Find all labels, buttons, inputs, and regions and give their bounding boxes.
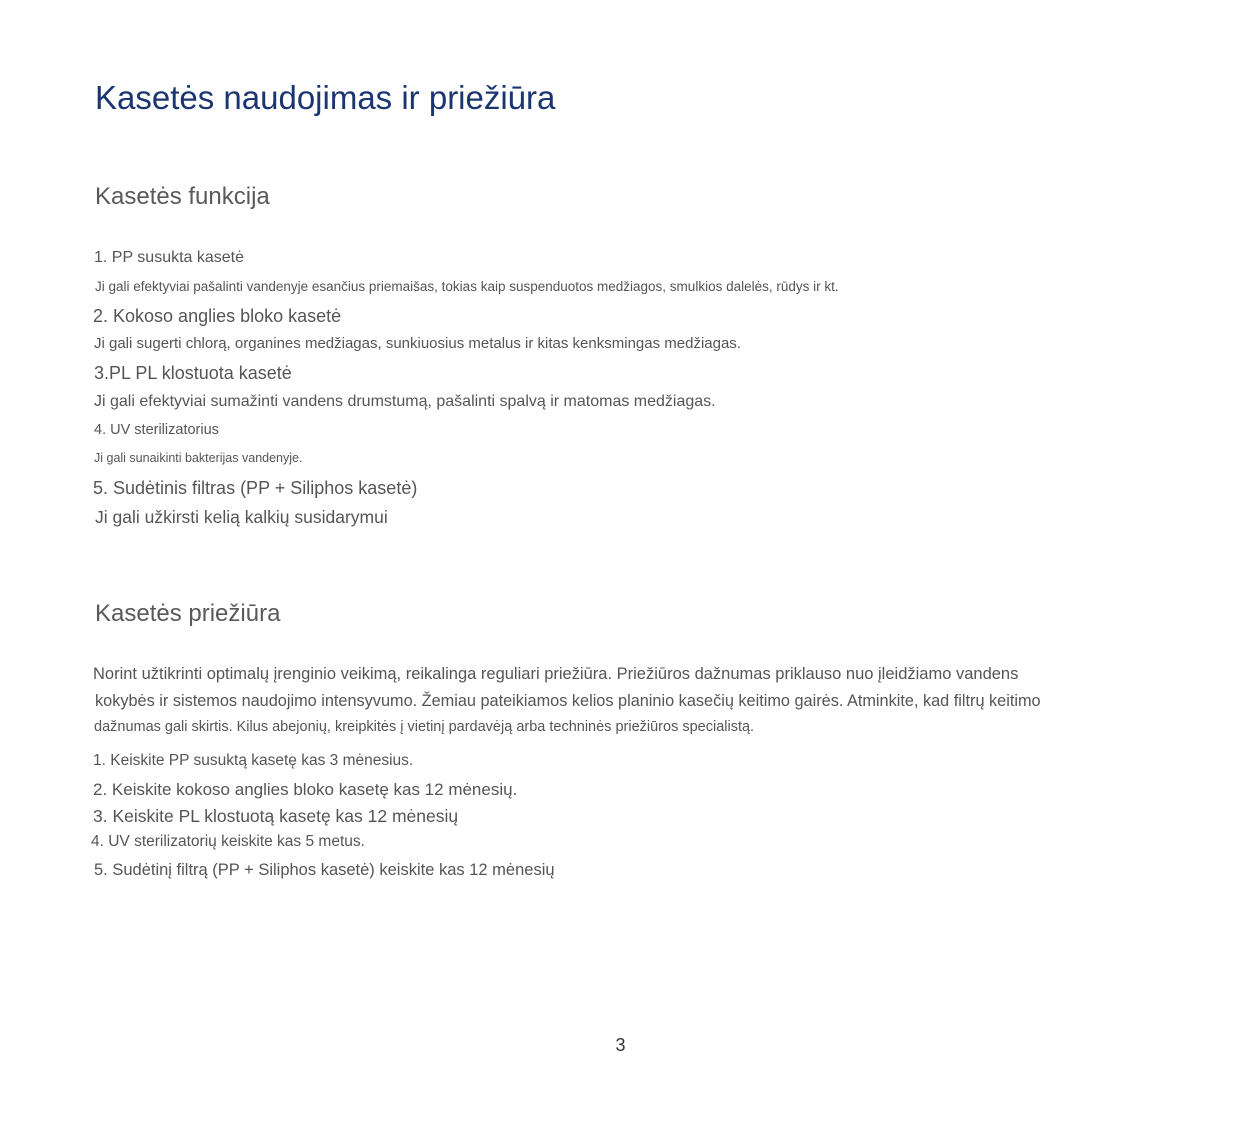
item-desc: Ji gali sunaikinti bakterijas vandenyje.: [94, 451, 303, 465]
paragraph-line: Norint užtikrinti optimalų įrenginio veikimą, reikalinga reguliari priežiūra. Priežiūros dažnumas priklauso nuo įleidžiamo vandens: [93, 665, 1019, 683]
item-desc: Ji gali sugerti chlorą, organines medžiagas, sunkiuosius metalus ir kitas kenksmingas medžiagas.: [94, 335, 741, 352]
section-heading-maintenance: Kasetės priežiūra: [95, 600, 281, 627]
maintenance-item: 3. Keiskite PL klostuotą kasetę kas 12 mėnesių: [93, 806, 459, 826]
item-desc: Ji gali efektyviai pašalinti vandenyje esančius priemaišas, tokias kaip suspenduotos medžiagos, smulkios dalelės, rūdys ir kt.: [95, 279, 839, 294]
item-name: 3.PL PL klostuota kasetė: [94, 363, 292, 383]
paragraph-line: dažnumas gali skirtis. Kilus abejonių, kreipkitės į vietinį pardavėją arba techninės priežiūros specialistą.: [94, 719, 755, 735]
item-name: 5. Sudėtinis filtras (PP + Siliphos kasetė): [93, 478, 418, 498]
section-heading-function: Kasetės funkcija: [95, 183, 270, 210]
maintenance-item: 2. Keiskite kokoso anglies bloko kasetę kas 12 mėnesių.: [93, 780, 518, 799]
maintenance-item: 4. UV sterilizatorių keiskite kas 5 metus.: [91, 833, 365, 850]
item-name: 2. Kokoso anglies bloko kasetė: [93, 306, 342, 326]
maintenance-item: 1. Keiskite PP susuktą kasetę kas 3 mėnesius.: [93, 752, 414, 769]
paragraph-line: kokybės ir sistemos naudojimo intensyvumo. Žemiau pateikiamos kelios planinio kasečių keitimo gairės. Atminkite, kad filtrų keitimo: [95, 692, 1041, 710]
maintenance-item: 5. Sudėtinį filtrą (PP + Siliphos kasetė) keiskite kas 12 mėnesių: [94, 861, 555, 879]
item-desc: Ji gali efektyviai sumažinti vandens drumstumą, pašalinti spalvą ir matomas medžiagas.: [94, 393, 716, 410]
page-number: 3: [615, 1035, 626, 1055]
item-name: 1. PP susukta kasetė: [94, 249, 245, 266]
page-title: Kasetės naudojimas ir priežiūra: [95, 79, 556, 116]
item-name: 4. UV sterilizatorius: [94, 422, 219, 438]
item-desc: Ji gali užkirsti kelią kalkių susidarymui: [95, 507, 388, 527]
